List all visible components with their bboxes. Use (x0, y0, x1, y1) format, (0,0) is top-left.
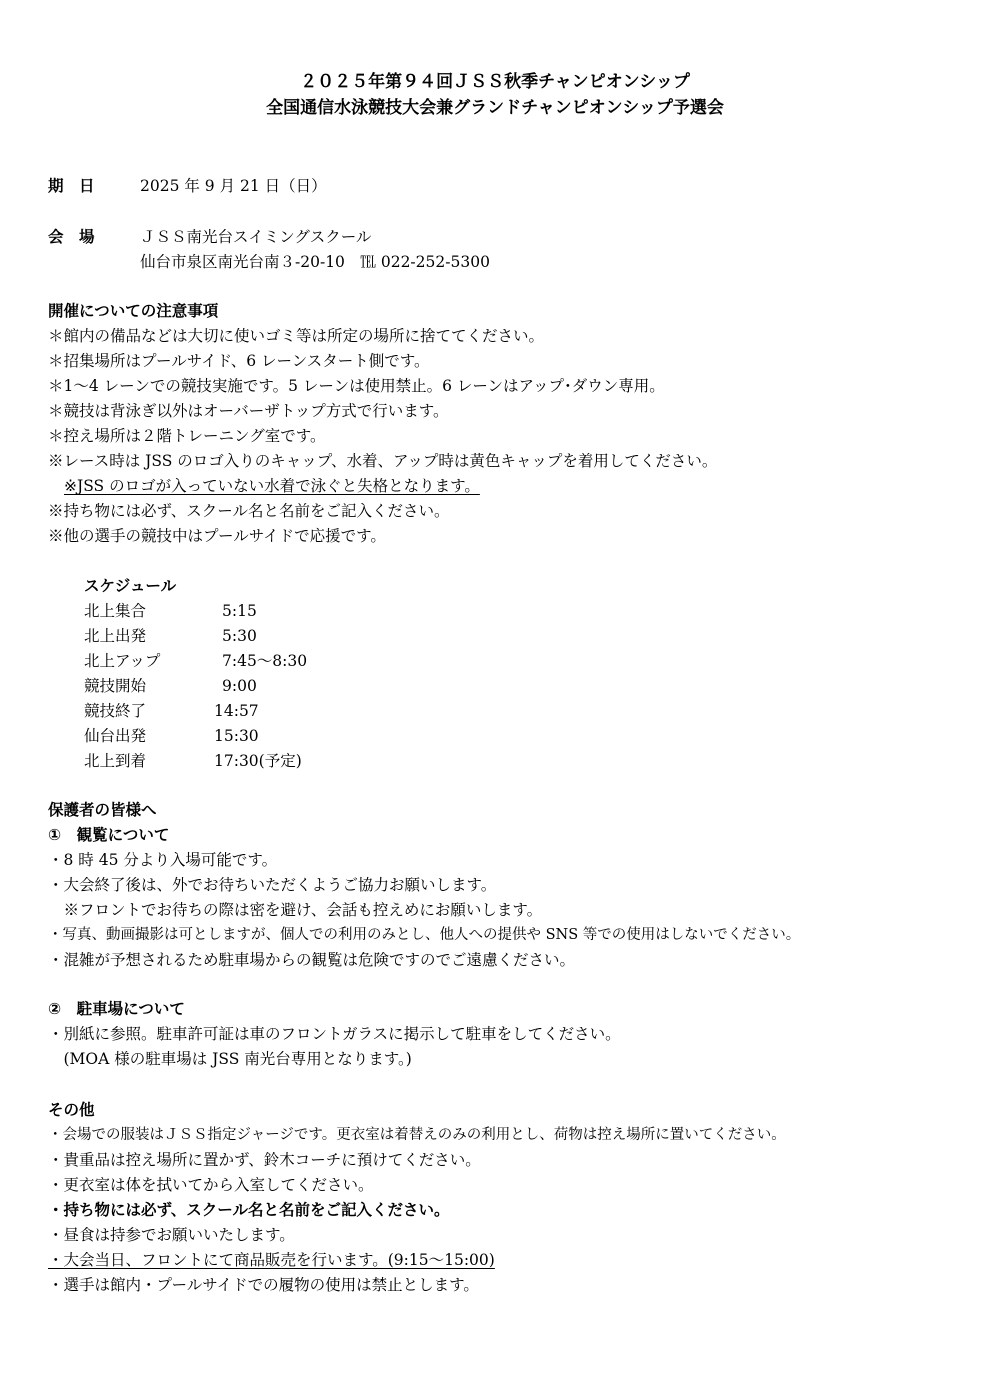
viewing-item: ・写真、動画撮影は可としますが、個人での利用のみとし、他人への提供や SNS 等での使用はしないでください。 (48, 927, 801, 943)
schedule-row-time: 17:30(予定) (214, 752, 302, 770)
notes-item: ※持ち物には必ず、スクール名と名前をご記入ください。 (48, 502, 450, 520)
viewing-item: ・8 時 45 分より入場可能です。 (48, 851, 278, 869)
notes-item: ＊競技は背泳ぎ以外はオーバーザトップ方式で行います。 (48, 402, 449, 420)
notes-heading: 開催についての注意事項 (48, 302, 219, 320)
schedule-row-time: 5:15 (222, 602, 257, 620)
schedule-row-name: 競技終了 (84, 702, 147, 720)
notes-item-warning: ※JSS のロゴが入っていない水着で泳ぐと失格となります。 (64, 477, 480, 495)
parking-heading: ② 駐車場について (48, 1000, 185, 1018)
schedule-row-name: 仙台出発 (84, 727, 147, 745)
schedule-row-name: 北上出発 (84, 627, 147, 645)
schedule-heading: スケジュール (84, 577, 177, 595)
schedule-row-name: 競技開始 (84, 677, 147, 695)
other-item-emphasis: ・持ち物には必ず、スクール名と名前をご記入ください。 (48, 1201, 450, 1219)
notes-item: ＊1～4 レーンでの競技実施です。5 レーンは使用禁止。6 レーンはアップ･ダウン専用。 (48, 377, 665, 395)
schedule-row-time: 7:45～8:30 (222, 652, 308, 670)
other-heading: その他 (48, 1101, 95, 1119)
schedule-row-time: 9:00 (222, 677, 257, 695)
venue-address: 仙台市泉区南光台南３‐20‐10 ℡ 022-252-5300 (140, 253, 490, 271)
notes-item: ※他の選手の競技中はプールサイドで応援です。 (48, 527, 386, 545)
title-line-2: 全国通信水泳競技大会兼グランドチャンピオンシップ予選会 (266, 98, 724, 118)
notes-item: ＊控え場所は２階トレーニング室です。 (48, 427, 326, 445)
viewing-item: ・混雑が予想されるため駐車場からの観覧は危険ですのでご遠慮ください。 (48, 951, 576, 969)
other-item-sales: ・大会当日、フロントにて商品販売を行います。(9:15～15:00) (48, 1251, 495, 1269)
other-item: ・会場での服装はＪＳＳ指定ジャージです。更衣室は着替えのみの利用とし、荷物は控え場所に置いてください。 (48, 1127, 786, 1143)
schedule-row-time: 14:57 (214, 702, 259, 720)
parking-item: (MOA 様の駐車場は JSS 南光台専用となります。) (48, 1050, 412, 1068)
title-line-1: ２０２５年第９４回ＪＳＳ秋季チャンピオンシップ (300, 72, 690, 92)
schedule-row-time: 5:30 (222, 627, 257, 645)
date-value: 2025 年 9 月 21 日（日） (140, 177, 327, 195)
schedule-row-name: 北上アップ (84, 652, 161, 670)
other-item: ・昼食は持参でお願いいたします。 (48, 1226, 295, 1244)
viewing-item: ・大会終了後は、外でお待ちいただくようご協力お願いします。 (48, 876, 497, 894)
venue-label: 会 場 (48, 228, 95, 246)
notes-item: ＊館内の備品などは大切に使いゴミ等は所定の場所に捨ててください。 (48, 327, 545, 345)
venue-name: ＪＳＳ南光台スイミングスクール (140, 228, 372, 246)
notes-item: ※レース時は JSS のロゴ入りのキャップ、水着、アップ時は黄色キャップを着用してください。 (48, 452, 718, 470)
schedule-row-time: 15:30 (214, 727, 259, 745)
guardians-heading: 保護者の皆様へ (48, 801, 157, 819)
schedule-row-name: 北上集合 (84, 602, 147, 620)
viewing-item: ※フロントでお待ちの際は密を避け、会話も控えめにお願いします。 (48, 901, 543, 919)
date-label: 期 日 (48, 177, 95, 195)
notes-item: ＊招集場所はプールサイド、6 レーンスタート側です。 (48, 352, 430, 370)
schedule-row-name: 北上到着 (84, 752, 147, 770)
other-item: ・選手は館内・プールサイドでの履物の使用は禁止とします。 (48, 1276, 479, 1294)
parking-item: ・別紙に参照。駐車許可証は車のフロントガラスに掲示して駐車をしてください。 (48, 1025, 621, 1043)
viewing-heading: ① 観覧について (48, 826, 170, 844)
other-item: ・更衣室は体を拭いてから入室してください。 (48, 1176, 374, 1194)
other-item: ・貴重品は控え場所に置かず、鈴木コーチに預けてください。 (48, 1151, 481, 1169)
